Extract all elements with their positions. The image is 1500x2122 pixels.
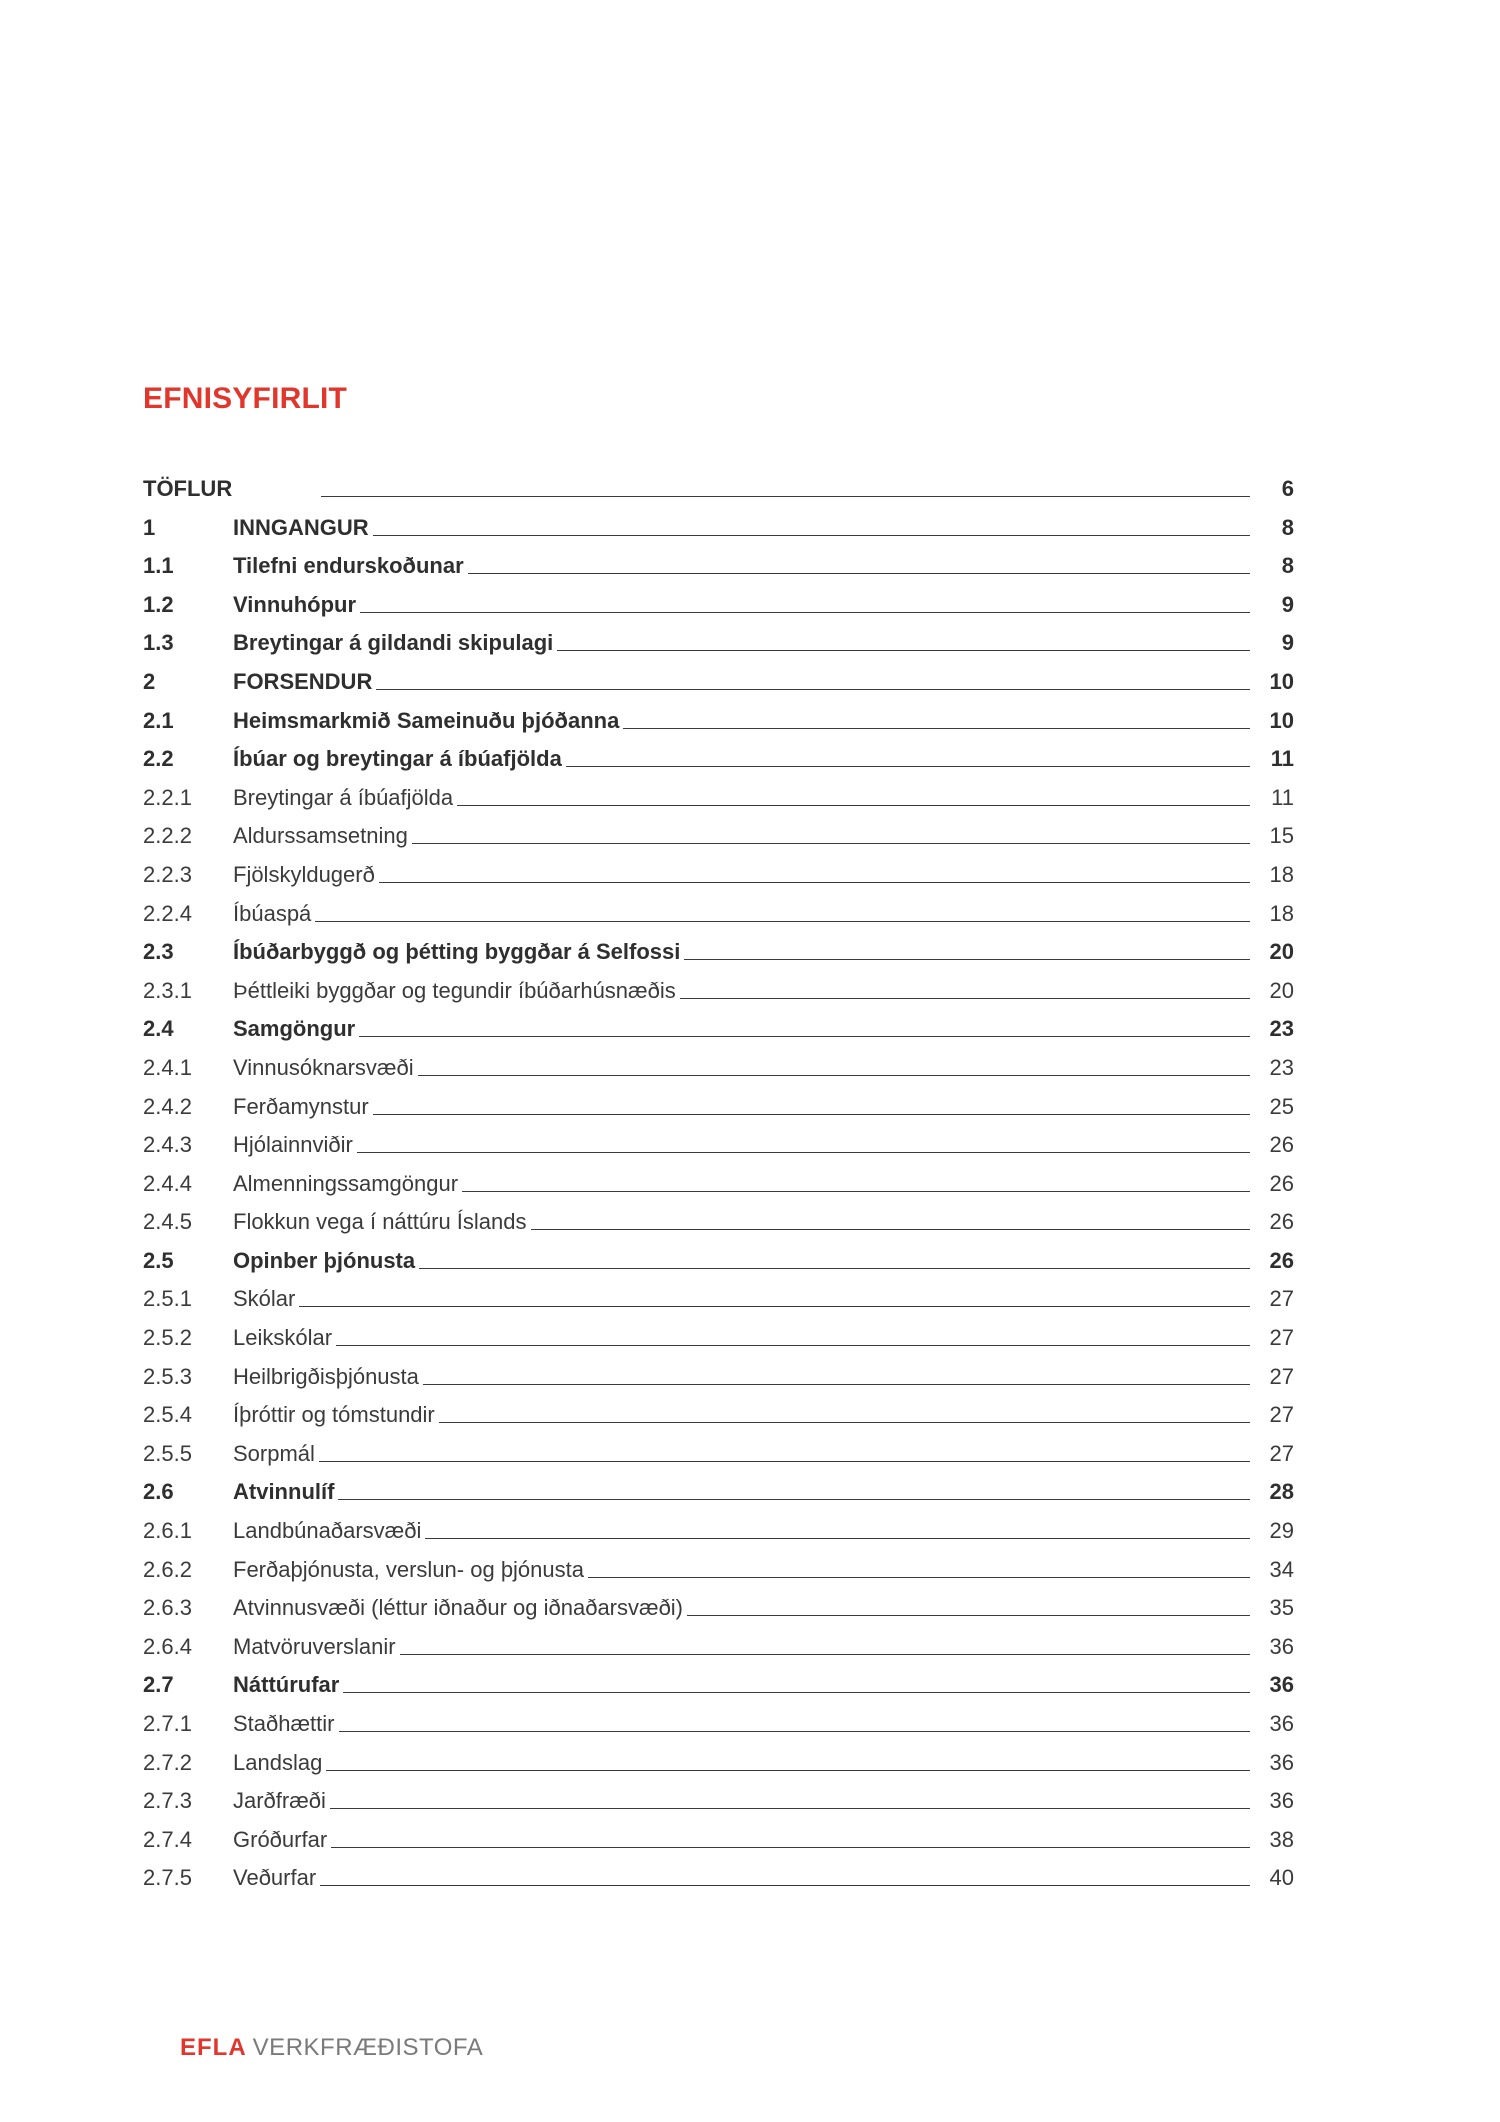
toc-entry-page: 20 bbox=[1269, 977, 1294, 1003]
toc-entry-page: 9 bbox=[1281, 630, 1294, 656]
toc-entry-page: 36 bbox=[1269, 1633, 1294, 1659]
toc-entry-title: Almenningssamgöngur bbox=[233, 1170, 459, 1196]
toc-entry[interactable] bbox=[143, 740, 1294, 779]
toc-entry[interactable] bbox=[143, 1551, 1294, 1590]
toc-entry-title: Náttúrufar bbox=[233, 1672, 340, 1698]
toc-entry-number: 2.1 bbox=[143, 707, 174, 733]
toc-entry-page: 40 bbox=[1269, 1865, 1294, 1891]
toc-entry-number: 2.3.1 bbox=[143, 977, 192, 1003]
toc-entry-page: 27 bbox=[1269, 1286, 1294, 1312]
toc-entry-title: Ferðaþjónusta, verslun- og þjónusta bbox=[233, 1556, 584, 1582]
toc-entry-number: 2.7.2 bbox=[143, 1749, 192, 1775]
toc-leader-line bbox=[330, 1782, 1250, 1809]
toc-leader-line bbox=[457, 779, 1250, 806]
toc-entry-title: FORSENDUR bbox=[233, 668, 373, 694]
toc-leader-line bbox=[373, 509, 1250, 536]
toc-leader-line bbox=[418, 1049, 1250, 1076]
toc-entry[interactable] bbox=[143, 1473, 1294, 1512]
toc-entry-title: Landbúnaðarsvæði bbox=[233, 1518, 422, 1544]
toc-entry-number: 1 bbox=[143, 514, 156, 540]
toc-entry-page: 18 bbox=[1269, 900, 1294, 926]
toc-entry-title: Þéttleiki byggðar og tegundir íbúðarhúsnæðis bbox=[233, 977, 676, 1003]
toc-entry-title: Íbúar og breytingar á íbúafjölda bbox=[233, 746, 562, 772]
toc-leader-line bbox=[412, 817, 1250, 844]
toc-entry[interactable] bbox=[143, 1589, 1294, 1628]
toc-entry[interactable] bbox=[143, 702, 1294, 741]
toc-entry-title: Sorpmál bbox=[233, 1440, 315, 1466]
toc-entry-page: 25 bbox=[1269, 1093, 1294, 1119]
toc-entry[interactable] bbox=[143, 1280, 1294, 1319]
toc-entry-page: 36 bbox=[1269, 1788, 1294, 1814]
toc-entry-number: 2.7 bbox=[143, 1672, 174, 1698]
toc-entry[interactable] bbox=[143, 817, 1294, 856]
toc-entry-page: 10 bbox=[1269, 668, 1294, 694]
toc-entry[interactable] bbox=[143, 1049, 1294, 1088]
toc-entry[interactable] bbox=[143, 1821, 1294, 1860]
toc-entry[interactable] bbox=[143, 1744, 1294, 1783]
toc-entry-page: 26 bbox=[1269, 1170, 1294, 1196]
toc-entry-page: 23 bbox=[1269, 1054, 1294, 1080]
toc-entry[interactable] bbox=[143, 624, 1294, 663]
toc-entry-page: 27 bbox=[1269, 1325, 1294, 1351]
toc-leader-line bbox=[687, 1589, 1250, 1616]
toc-entry[interactable] bbox=[143, 972, 1294, 1011]
toc-entry-number: 2.7.4 bbox=[143, 1826, 192, 1852]
toc-entry-title: Gróðurfar bbox=[233, 1826, 328, 1852]
toc-entry[interactable] bbox=[143, 856, 1294, 895]
toc-entry[interactable] bbox=[143, 663, 1294, 702]
toc-entry-page: 11 bbox=[1270, 746, 1294, 772]
toc-entry-title: Heimsmarkmið Sameinuðu þjóðanna bbox=[233, 707, 620, 733]
toc-entry-page: 8 bbox=[1281, 553, 1294, 579]
toc-entry-title: Breytingar á íbúafjölda bbox=[233, 784, 454, 810]
toc-leader-line bbox=[400, 1628, 1250, 1655]
toc-leader-line bbox=[462, 1165, 1250, 1192]
toc-entry-title: Flokkun vega í náttúru Íslands bbox=[233, 1209, 527, 1235]
toc-leader-line bbox=[566, 740, 1250, 767]
toc-entry[interactable] bbox=[143, 1010, 1294, 1049]
toc-entry-number: 2.4.3 bbox=[143, 1132, 192, 1158]
toc-entry-number: 2.5.2 bbox=[143, 1325, 192, 1351]
toc-leader-line bbox=[357, 1126, 1250, 1153]
toc-entry[interactable] bbox=[143, 779, 1294, 818]
toc-leader-line bbox=[680, 972, 1250, 999]
toc-entry-page: 34 bbox=[1269, 1556, 1294, 1582]
toc-leader-line bbox=[684, 933, 1250, 960]
toc-entry-title: Hjólainnviðir bbox=[233, 1132, 353, 1158]
toc-entry-number: 2.5.1 bbox=[143, 1286, 192, 1312]
toc-entry-page: 26 bbox=[1269, 1132, 1294, 1158]
toc-leader-line bbox=[331, 1821, 1250, 1848]
toc-entry-number: 2.2.2 bbox=[143, 823, 192, 849]
toc-entry-title: Heilbrigðisþjónusta bbox=[233, 1363, 419, 1389]
toc-entry-title: Samgöngur bbox=[233, 1016, 356, 1042]
toc-leader-line bbox=[423, 1358, 1250, 1385]
toc-leader-line bbox=[425, 1512, 1250, 1539]
toc-entry-number: 2.5 bbox=[143, 1247, 174, 1273]
toc-leader-line bbox=[343, 1666, 1250, 1693]
toc-entry-title: Opinber þjónusta bbox=[233, 1247, 416, 1273]
toc-entry-number: 2.4.4 bbox=[143, 1170, 192, 1196]
toc-entry-page: 28 bbox=[1269, 1479, 1294, 1505]
toc-entry-page: 9 bbox=[1281, 591, 1294, 617]
toc-entry-title: Ferðamynstur bbox=[233, 1093, 369, 1119]
toc-entry-page: 38 bbox=[1269, 1826, 1294, 1852]
toc-entry-page: 36 bbox=[1269, 1672, 1294, 1698]
toc-entry-page: 35 bbox=[1269, 1595, 1294, 1621]
toc-entry-number: TÖFLUR bbox=[143, 476, 233, 501]
toc-entry[interactable] bbox=[143, 1859, 1294, 1898]
toc-entry[interactable] bbox=[143, 895, 1294, 934]
toc-entry-number: 2.6.1 bbox=[143, 1518, 192, 1544]
toc-entry-number: 2 bbox=[143, 668, 156, 694]
toc-leader-line bbox=[557, 624, 1250, 651]
toc-entry-number: 2.4.2 bbox=[143, 1093, 192, 1119]
toc-entry-page: 36 bbox=[1269, 1749, 1294, 1775]
toc-entry[interactable] bbox=[143, 1666, 1294, 1705]
brand-subtitle: VERKFRÆÐISTOFA bbox=[252, 2034, 484, 2061]
toc-entry-title: Staðhættir bbox=[233, 1711, 335, 1736]
toc-leader-line bbox=[373, 1088, 1250, 1115]
toc-entry-title: Íþróttir og tómstundir bbox=[233, 1402, 435, 1428]
toc-entry[interactable] bbox=[143, 1358, 1294, 1397]
toc-entry[interactable] bbox=[143, 1628, 1294, 1667]
toc-entry-number: 2.4.1 bbox=[143, 1054, 192, 1080]
toc-entry-title: Aldurssamsetning bbox=[233, 823, 408, 849]
toc-entry-title: Fjölskyldugerð bbox=[233, 861, 375, 887]
toc-entry-title: Skólar bbox=[233, 1286, 296, 1312]
toc-entry[interactable] bbox=[143, 1126, 1294, 1165]
toc-entry[interactable] bbox=[143, 586, 1294, 625]
toc-entry-number: 2.5.5 bbox=[143, 1440, 192, 1466]
toc-entry-page: 6 bbox=[1281, 476, 1294, 501]
toc-entry-page: 8 bbox=[1281, 514, 1294, 540]
toc-entry[interactable] bbox=[143, 1435, 1294, 1474]
toc-entry-title: Tilefni endurskoðunar bbox=[233, 553, 464, 579]
toc-leader-line bbox=[359, 1010, 1250, 1037]
toc-leader-line bbox=[338, 1473, 1250, 1500]
toc-entry-title: Vinnuhópur bbox=[233, 591, 357, 617]
toc-entry[interactable] bbox=[143, 1165, 1294, 1204]
toc-entry[interactable] bbox=[143, 1512, 1294, 1551]
toc-entry-number: 2.4.5 bbox=[143, 1209, 192, 1235]
toc-entry-page: 36 bbox=[1269, 1711, 1294, 1736]
toc-entry-title: Íbúðarbyggð og þétting byggðar á Selfossi bbox=[233, 939, 681, 965]
toc-entry-number: 2.2.3 bbox=[143, 861, 192, 887]
toc-leader-line bbox=[379, 856, 1250, 883]
toc-entry-page: 27 bbox=[1269, 1363, 1294, 1389]
toc-entry-number: 2.5.3 bbox=[143, 1363, 192, 1389]
toc-entry[interactable] bbox=[143, 509, 1294, 548]
toc-entry[interactable] bbox=[143, 933, 1294, 972]
toc-entry-title: Breytingar á gildandi skipulagi bbox=[233, 630, 554, 656]
toc-leader-line bbox=[315, 895, 1250, 922]
toc-entry-number: 2.7.3 bbox=[143, 1788, 192, 1814]
toc-entry-title: Atvinnulíf bbox=[233, 1479, 335, 1505]
toc-leader-line bbox=[439, 1396, 1250, 1423]
toc-entry-page: 26 bbox=[1269, 1209, 1294, 1235]
toc-entry[interactable] bbox=[143, 470, 1294, 509]
toc-entry-page: 27 bbox=[1269, 1440, 1294, 1466]
toc-leader-line bbox=[376, 663, 1250, 690]
toc-leader-line bbox=[360, 586, 1250, 613]
toc-entry-number: 1.2 bbox=[143, 591, 174, 617]
toc-entry-number: 2.7.1 bbox=[143, 1711, 192, 1736]
toc-entry-page: 20 bbox=[1269, 939, 1294, 965]
toc-entry[interactable] bbox=[143, 1242, 1294, 1281]
toc-entry-number: 1.1 bbox=[143, 553, 174, 579]
toc-leader-line bbox=[320, 1859, 1250, 1886]
toc-leader-line bbox=[299, 1280, 1250, 1307]
toc-entry-number: 2.2.4 bbox=[143, 900, 192, 926]
toc-entry-number: 2.7.5 bbox=[143, 1865, 192, 1891]
toc-leader-line bbox=[319, 1435, 1250, 1462]
toc-entry-number: 2.6 bbox=[143, 1479, 174, 1505]
toc-leader-line bbox=[588, 1551, 1250, 1578]
toc-leader-line bbox=[326, 1744, 1250, 1771]
toc-entry-title: Matvöruverslanir bbox=[233, 1633, 396, 1659]
toc-leader-line bbox=[336, 1319, 1250, 1346]
toc-entry-title: Landslag bbox=[233, 1749, 323, 1775]
toc-entry-page: 15 bbox=[1269, 823, 1294, 849]
toc-entry-page: 23 bbox=[1269, 1016, 1294, 1042]
toc-entry-title: Leikskólar bbox=[233, 1325, 333, 1351]
toc-entry-title: INNGANGUR bbox=[233, 514, 369, 540]
toc-leader-line bbox=[468, 547, 1250, 574]
toc-entry[interactable] bbox=[143, 1203, 1294, 1242]
toc-entry-page: 26 bbox=[1269, 1247, 1294, 1273]
table-of-contents bbox=[143, 470, 1294, 1898]
toc-entry-page: 29 bbox=[1269, 1518, 1294, 1544]
toc-entry-page: 27 bbox=[1269, 1402, 1294, 1428]
toc-leader-line bbox=[623, 702, 1250, 729]
toc-entry-number: 2.6.2 bbox=[143, 1556, 192, 1582]
toc-entry-number: 2.3 bbox=[143, 939, 174, 965]
toc-entry-number: 1.3 bbox=[143, 630, 174, 656]
toc-leader-line bbox=[419, 1242, 1250, 1269]
toc-entry-page: 11 bbox=[1271, 784, 1294, 810]
page-title: EFNISYFIRLIT bbox=[143, 382, 348, 415]
toc-entry-title: Atvinnusvæði (léttur iðnaður og iðnaðarsvæði) bbox=[233, 1595, 684, 1621]
toc-entry-title: Jarðfræði bbox=[233, 1788, 326, 1814]
toc-entry-number: 2.2 bbox=[143, 746, 174, 772]
toc-entry-page: 18 bbox=[1269, 861, 1294, 887]
toc-entry-number: 2.2.1 bbox=[143, 784, 192, 810]
toc-entry[interactable] bbox=[143, 1705, 1294, 1744]
toc-entry[interactable] bbox=[143, 1782, 1294, 1821]
toc-entry-title: Veðurfar bbox=[233, 1865, 317, 1891]
toc-entry[interactable] bbox=[143, 1088, 1294, 1127]
footer-logo bbox=[180, 2034, 483, 2062]
toc-leader-line bbox=[321, 470, 1250, 497]
toc-entry-number: 2.4 bbox=[143, 1016, 174, 1042]
toc-entry-title: Vinnusóknarsvæði bbox=[233, 1054, 414, 1080]
brand-name: EFLA bbox=[180, 2034, 247, 2061]
toc-entry-number: 2.6.3 bbox=[143, 1595, 192, 1621]
toc-leader-line bbox=[531, 1203, 1251, 1230]
toc-entry-title: Íbúaspá bbox=[233, 900, 312, 926]
toc-entry[interactable] bbox=[143, 1396, 1294, 1435]
toc-entry[interactable] bbox=[143, 547, 1294, 586]
toc-entry-page: 10 bbox=[1269, 707, 1294, 733]
toc-leader-line bbox=[339, 1705, 1251, 1732]
toc-entry-number: 2.6.4 bbox=[143, 1633, 192, 1659]
toc-entry-number: 2.5.4 bbox=[143, 1402, 192, 1428]
toc-entry[interactable] bbox=[143, 1319, 1294, 1358]
